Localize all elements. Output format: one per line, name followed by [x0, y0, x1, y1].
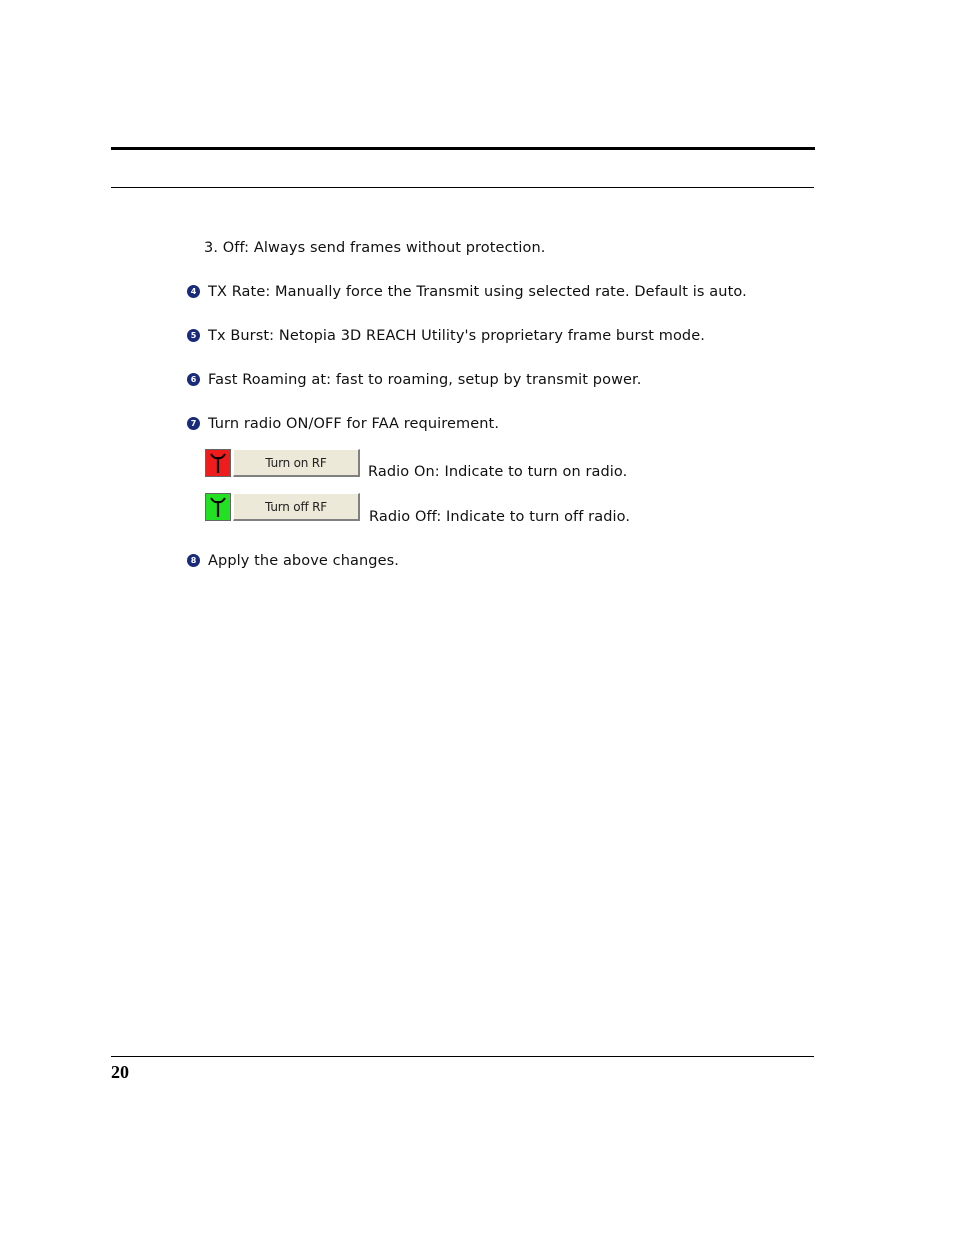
footer-rule — [111, 1056, 814, 1057]
bullet-4-icon: 4 — [187, 285, 200, 298]
page-number: 20 — [111, 1062, 129, 1082]
turn-on-rf-widget — [205, 449, 360, 477]
radio-off-description: Radio Off: Indicate to turn off radio. — [369, 509, 631, 525]
bullet-7-icon: 7 — [187, 417, 200, 430]
header-rule-thin — [111, 187, 814, 188]
radio-on-description: Radio On: Indicate to turn on radio. — [368, 464, 628, 480]
radio-toggle-description: Turn radio ON/OFF for FAA requirement. — [208, 416, 500, 432]
turn-on-rf-button[interactable]: Turn on RF — [233, 449, 360, 477]
tx-rate-description: TX Rate: Manually force the Transmit using selected rate. Default is auto. — [208, 284, 747, 300]
off-option-line: 3. Off: Always send frames without protection. — [204, 240, 546, 256]
bullet-5-icon: 5 — [187, 329, 200, 342]
turn-off-rf-widget — [205, 493, 360, 521]
tx-burst-description: Tx Burst: Netopia 3D REACH Utility's proprietary frame burst mode. — [208, 328, 705, 344]
bullet-6-icon: 6 — [187, 373, 200, 386]
bullet-8-icon: 8 — [187, 554, 200, 567]
apply-description: Apply the above changes. — [208, 553, 399, 569]
fast-roaming-description: Fast Roaming at: fast to roaming, setup by transmit power. — [208, 372, 642, 388]
antenna-icon — [205, 493, 231, 521]
header-rule-thick — [111, 147, 815, 150]
antenna-icon — [205, 449, 231, 477]
turn-off-rf-button[interactable]: Turn off RF — [233, 493, 360, 521]
